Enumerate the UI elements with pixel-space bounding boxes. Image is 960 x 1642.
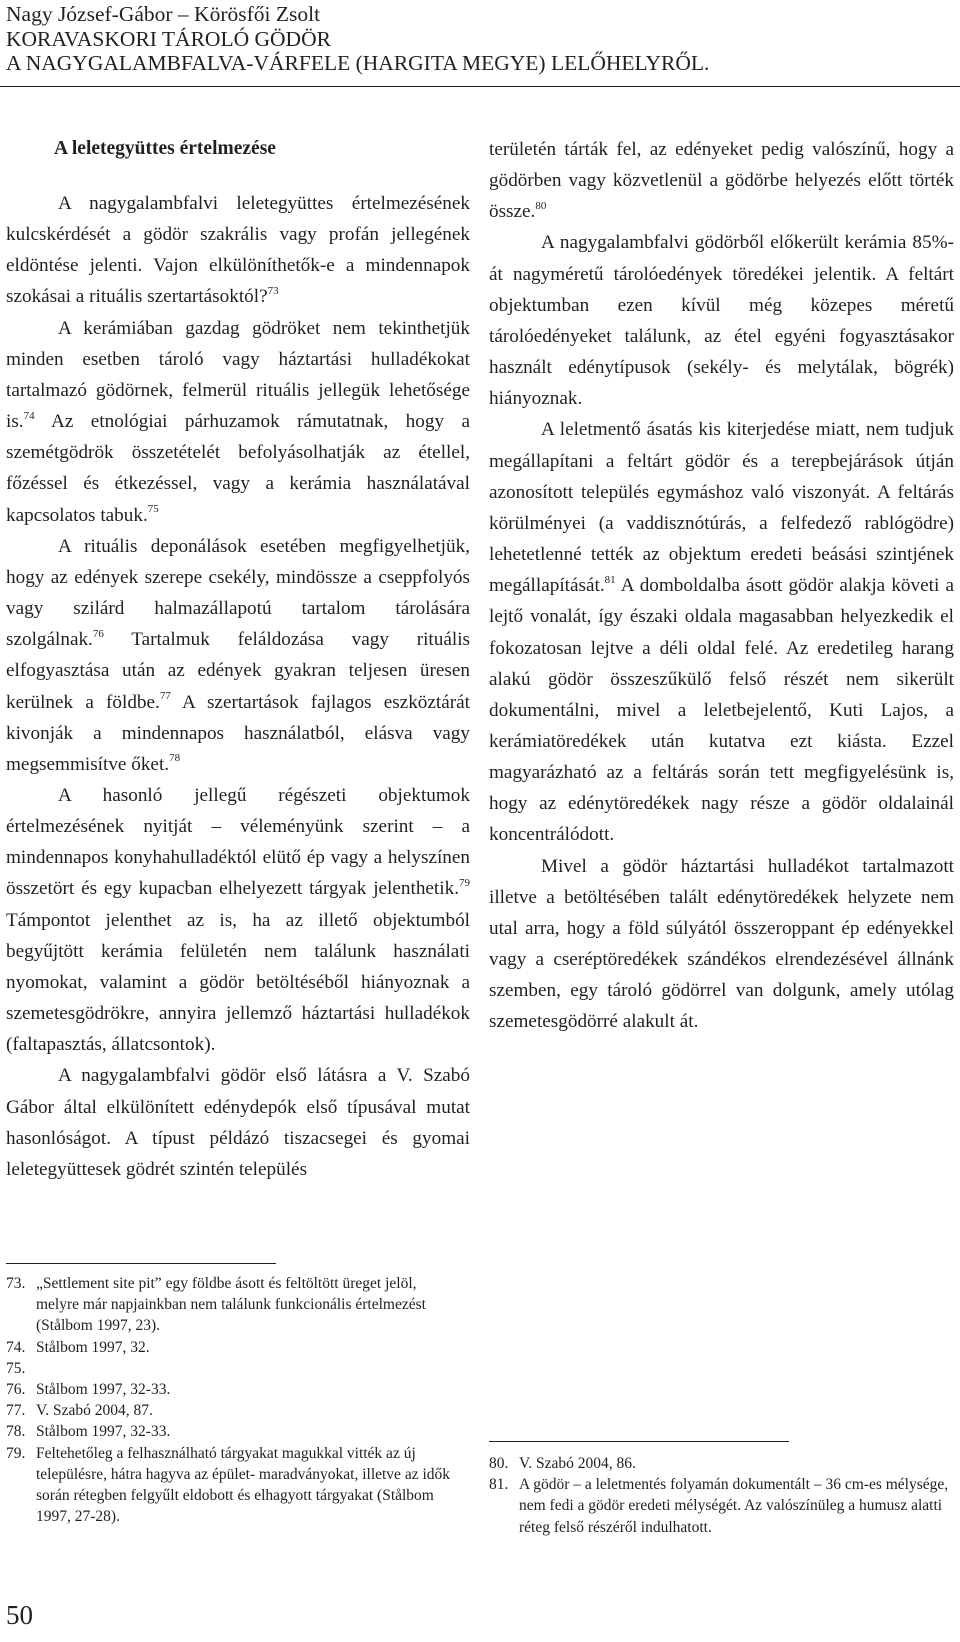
footnote-ref[interactable]: 73 (267, 285, 279, 298)
footnote (6, 1421, 458, 1442)
right-paragraph-1 (489, 134, 954, 227)
footnote-ref[interactable]: 79 (459, 877, 470, 890)
footnotes-left (6, 1273, 458, 1527)
footnote-number: 79. (6, 1444, 26, 1462)
footnote-divider-left (6, 1263, 276, 1264)
text-run: A leletmentő ásatás kis kiterjedése miatt, nem tudjuk megállapítani a feltárt gödör és a terepbejárások útján azonosított település egymáshoz való viszonyát. A feltárás körülményei (a vaddisznótúrás, a felfedező rablógödre) lehetetlenné tették az objektum eredeti beásási szintjének megállapítását. (489, 419, 954, 597)
text-run: területén tárták fel, az edényeket pedig valószínű, hogy a gödörben vagy közvetlenül a gödörbe helyezés előtt törték össze. (489, 139, 954, 223)
header-divider (0, 86, 960, 87)
footnote-text (36, 1358, 458, 1379)
footnote-text: Stålbom 1997, 32-33. (36, 1381, 171, 1399)
left-paragraph-2 (6, 313, 470, 531)
footnote-number: 81. (489, 1476, 509, 1494)
footnote-text: „Settlement site pit” egy földbe ásott és feltöltött üreget jelöl, melyre már napjainkban nem találunk funkcionális értelmezést (Stålbom 1997, 23). (36, 1275, 426, 1335)
right-paragraph-4: Mivel a gödör háztartási hulladékot tartalmazott illetve a betöltésében talált edénytöredékek helyzete nem utal arra, hogy a föld súlyától összeroppant ép edényekkel vagy a cseréptöredékek szándékos elrendezésével állnánk szemben, egy tároló gödörrel van dolgunk, amely utólag szemetesgödörré alakult át. (489, 855, 954, 1033)
text-run: A nagygalambfalvi leletegyüttes értelmezésének kulcskérdését a gödör szakrális vagy profán jellegének eldöntése jelenti. Vajon elkülöníthetők-e a mindennapok szokásai a rituális szertartásoktól? (6, 193, 470, 308)
section-title: A leletegyüttes értelmezése (54, 138, 276, 159)
footnote-ref[interactable]: 78 (169, 752, 181, 765)
footnote-number: 74. (6, 1338, 26, 1356)
text-run: Tartalmuk feláldozása vagy rituális elfogyasztása után az edények gyakran teljesen üresen kerülnek a földbe. (6, 629, 470, 713)
text-run: Támpontot jelenthet az is, ha az illető objektumból begyűjtött kerámia felületén nem találunk használati nyomokat, valamint a gödör betöltéséből hiányoznak a szemetesgödrökre, annyira jellemző háztartási hulladékok (faltapasztás, állatcsontok). (6, 909, 470, 1056)
header-title-line2: A NAGYGALAMBFALVA-VÁRFELE (HARGITA MEGYE) LELŐHELYRŐL. (6, 51, 710, 75)
left-column (6, 134, 470, 1185)
left-paragraph-4 (6, 780, 470, 1060)
footnote-ref[interactable]: 75 (147, 503, 159, 516)
right-column (489, 134, 954, 1038)
footnote-ref[interactable]: 76 (92, 627, 104, 640)
text-run: A hasonló jellegű régészeti objektumok értelmezésének nyitját – véleményünk szerint – a mindennapos konyhahulladéktól elütő ép vagy a helyszínen összetört és egy kupacban elhelyezett tárgyak jelenthetik. (6, 784, 470, 900)
footnote-number: 73. (6, 1275, 26, 1292)
text-run: A szertartások fajlagos eszköztárát kivonják a mindennapos használatból, elásva vagy megsemmisítve őket. (6, 691, 470, 775)
text-run: A kerámiában gazdag gödröket nem tekinthetjük minden esetben tároló vagy háztartási hulladékokat tartalmazó gödörnek, felmerül rituális jellegük lehetősége is. (6, 317, 470, 433)
footnote (6, 1379, 458, 1400)
header-title-line1: KORAVASKORI TÁROLÓ GÖDÖR (6, 26, 331, 51)
footnote (489, 1474, 949, 1538)
footnote-text: Feltehetőleg a felhasználható tárgyakat magukkal vitték az új településre, hátra hagyva az épület- maradványokat, illetve az idők során rétegben felgyűlt eldobott és elhagyott tárgyakat (Stålbom 1997, 27-28). (36, 1444, 451, 1526)
footnote-number: 78. (6, 1423, 26, 1441)
footnote-ref[interactable]: 80 (535, 199, 547, 212)
footnotes-right (489, 1453, 949, 1538)
footnote (6, 1273, 458, 1337)
footnote (6, 1443, 458, 1528)
right-paragraph-3 (489, 414, 954, 850)
page-number: 50 (6, 1600, 33, 1630)
text-run: Az etnológiai párhuzamok rámutatnak, hogy a szemétgödrök összetételét befolyásolhatják az étellel, főzéssel és étkezéssel, vagy a kerámia használatával kapcsolatos tabuk. (6, 411, 470, 526)
text-run: A domboldalba ásott gödör alakja követi a lejtő vonalát, így északi oldala magasabban helyezkedik el fokozatosan lejtve a déli oldal felé. Az eredetileg harang alakú gödör összeszűkülő felső részét nem sikerült dokumentálni, mivel a leletbejelentő, Kuti Lajos, a kerámiatöredékek után kutatva ezt kiásta. Ezzel magyarázható az a feltárás során tett megfigyelésünk is, hogy az edénytöredékek nagy része a gödör oldalainál koncentrálódott. (489, 575, 954, 846)
footnote-number: 80. (489, 1455, 509, 1472)
footnote-ref[interactable]: 74 (23, 409, 35, 422)
right-paragraph-2: A nagygalambfalvi gödörből előkerült kerámia 85%-át nagyméretű tárolóedények töredékei jelentik. A feltárt objektumban ezen kívül még közepes méretű tárolóedényeket találunk, az étel egyéni fogyasztásakor használt edénytípusok (sekély- és melytálak, bögrék) hiányoznak. (489, 232, 954, 410)
header-authors: Nagy József-Gábor – Körösfői Zsolt (6, 2, 321, 26)
footnote-number: 77. (6, 1402, 26, 1420)
footnote-ref[interactable]: 77 (159, 690, 171, 703)
footnote (6, 1400, 458, 1421)
footnote-text: Stålbom 1997, 32-33. (36, 1423, 171, 1441)
footnote-divider-right (489, 1441, 789, 1442)
footnote (6, 1337, 458, 1358)
footnote-text: V. Szabó 2004, 87. (36, 1402, 153, 1420)
footnote-number: 75. (6, 1359, 26, 1377)
footnote-number: 76. (6, 1381, 26, 1399)
text-run: A rituális deponálások esetében megfigyelhetjük, hogy az edények szerepe csekély, mindössze a cseppfolyós vagy szilárd halmazállapotú tartalom tárolására szolgálnak. (6, 535, 470, 651)
footnote (6, 1358, 458, 1379)
left-paragraph-5: A nagygalambfalvi gödör első látásra a V. Szabó Gábor által elkülönített edénydepók első típusával mutat hasonlóságot. A típust példázó tiszacsegei és gyomai leletegyüttesek gödrét szintén település (6, 1065, 470, 1180)
footnote-ref[interactable]: 81 (604, 573, 616, 586)
footnote-text: V. Szabó 2004, 86. (519, 1455, 636, 1472)
footnote-text: Stålbom 1997, 32. (36, 1338, 150, 1356)
footnote-text: A gödör – a leletmentés folyamán dokumentált – 36 cm-es mélysége, nem fedi a gödör eredeti mélységét. Az valószínüleg a humusz alatti réteg felső részéről indulhatott. (519, 1476, 949, 1536)
running-header (0, 2, 946, 76)
left-paragraph-3 (6, 531, 470, 780)
left-paragraph-1 (6, 188, 470, 313)
footnote (489, 1453, 949, 1474)
